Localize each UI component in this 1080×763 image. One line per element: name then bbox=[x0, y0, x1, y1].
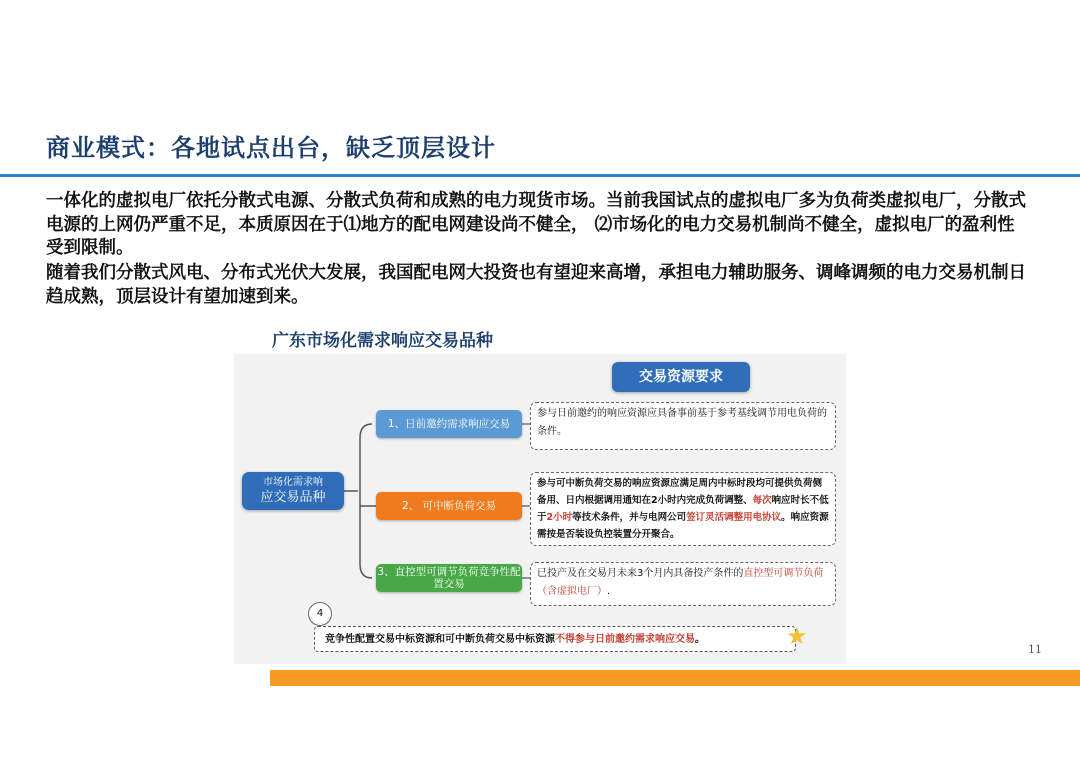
category-interruptible-load: 2、 可中断负荷交易 bbox=[376, 492, 522, 520]
req2-text-b: 每次 bbox=[752, 495, 772, 506]
req2-text-a: 参与可中断负荷交易的响应资源应满足周内中标时段均可提供负荷侧备用、日内根据调用通知在2小时内完成负荷调整、 bbox=[537, 478, 823, 506]
requirement-interruptible-load bbox=[530, 472, 836, 546]
req2-text-c: 响应时长不低于 bbox=[537, 495, 829, 523]
category-day-ahead: 1、日前邀约需求响应交易 bbox=[376, 410, 522, 438]
root-node-line2: 应交易品种 bbox=[260, 490, 326, 505]
req3-text-a: 已投产及在交易月未来3个月内具备投产条件的 bbox=[537, 568, 744, 579]
diagram-title: 广东市场化需求响应交易品种 bbox=[272, 331, 493, 351]
resource-requirements-header: 交易资源要求 bbox=[612, 362, 750, 392]
req2-text-d: 2小时 bbox=[546, 512, 573, 523]
paragraph-1: 一体化的虚拟电厂依托分散式电源、分散式负荷和成熟的电力现货市场。当前我国试点的虚拟电厂多为负荷类虚拟电厂，分散式电源的上网仍严重不足，本质原因在于⑴地方的配电网建设尚不健全， ⑵市场化的电力交易机制尚不健全，虚拟电厂的盈利性受到限制。 bbox=[46, 191, 1026, 258]
bottom-accent-bar bbox=[270, 670, 1080, 686]
item-4-marker: 4 bbox=[308, 602, 332, 626]
req2-text-f: 签订灵活调整用电协议 bbox=[686, 512, 782, 523]
star-icon: ★ bbox=[786, 622, 808, 650]
root-node bbox=[242, 472, 344, 510]
note-text-a: 竞争性配置交易中标资源和可中断负荷交易中标资源 bbox=[325, 634, 555, 645]
req2-text-e: 等技术条件，并与电网公司 bbox=[572, 512, 687, 523]
category-direct-control: 3、直控型可调节负荷竞争性配置交易 bbox=[377, 566, 521, 590]
note-text-c: 。 bbox=[695, 634, 705, 645]
page-title: 商业模式：各地试点出台，缺乏顶层设计 bbox=[46, 134, 496, 162]
title-divider bbox=[0, 174, 1080, 177]
req2-text-g: 。响应资源需按是否装设负控装置分开聚合。 bbox=[537, 512, 829, 540]
page-number: 11 bbox=[1028, 643, 1042, 656]
exclusion-note bbox=[314, 626, 796, 652]
requirement-direct-control bbox=[530, 562, 836, 606]
req3-text-c: . bbox=[607, 586, 611, 597]
paragraph-2: 随着我们分散式风电、分布式光伏大发展，我国配电网大投资也有望迎来高增，承担电力辅助服务、调峰调频的电力交易机制日趋成熟，顶层设计有望加速到来。 bbox=[46, 263, 1026, 307]
req3-text-b: 直控型可调节负荷（含虚拟电厂） bbox=[537, 568, 824, 597]
requirement-day-ahead: 参与日前邀约的响应资源应具备事前基于参考基线调节用电负荷的条件。 bbox=[530, 402, 836, 450]
note-text-b: 不得参与日前邀约需求响应交易 bbox=[555, 634, 695, 645]
root-node-line1: 市场化需求响 bbox=[263, 477, 323, 488]
trading-types-diagram bbox=[234, 354, 846, 664]
